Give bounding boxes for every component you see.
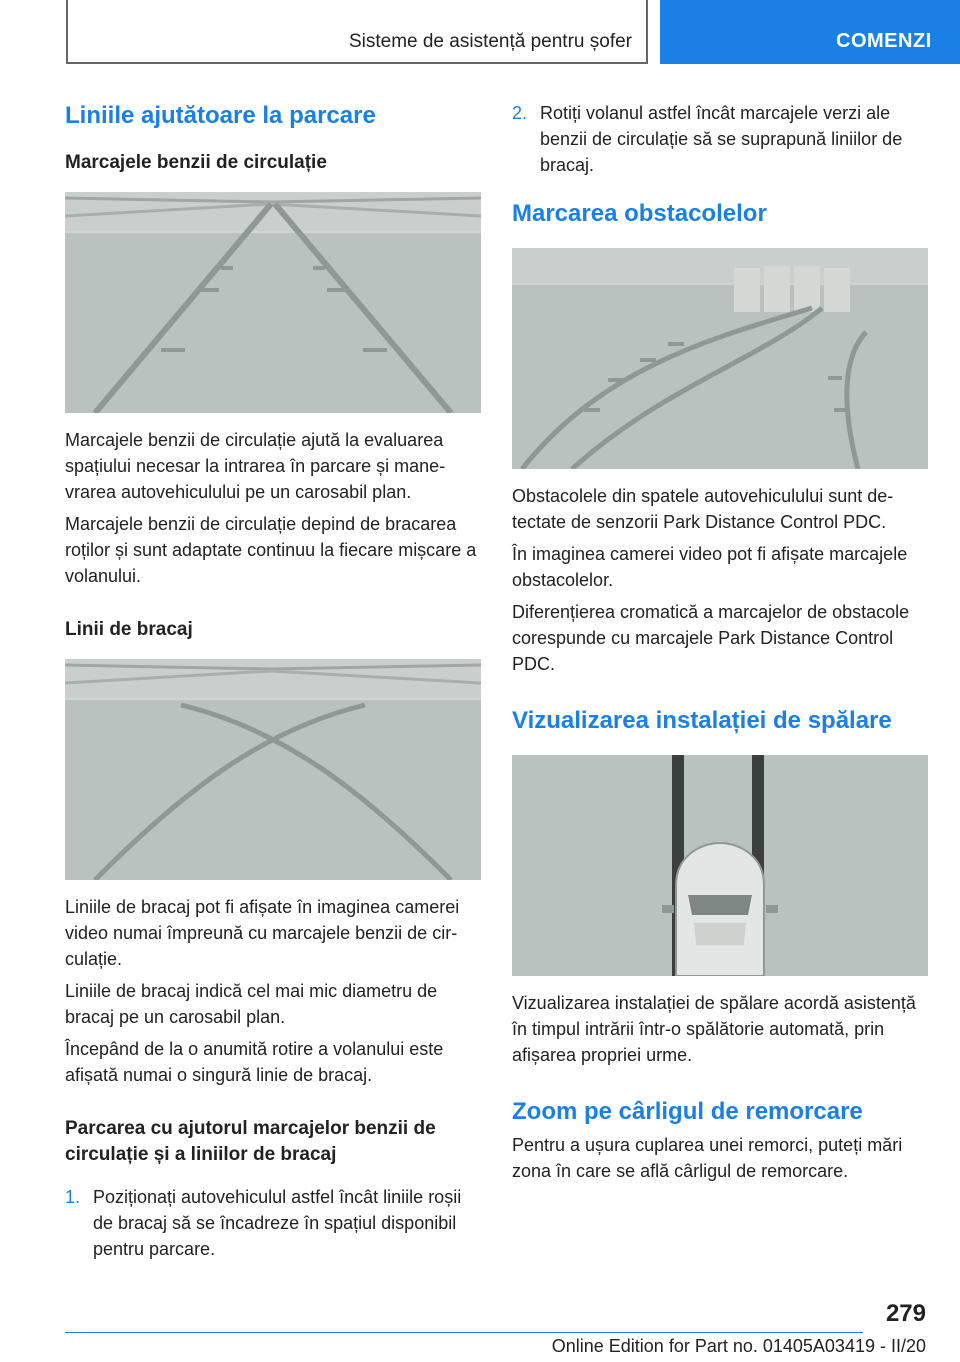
- paragraph-10: Pentru a ușura cuplarea unei remorci, puteți mări zona în care se află cârligul de remorcare.: [512, 1135, 903, 1181]
- paragraph-7: În imaginea camerei video pot fi afișate marcajele obstacolelor.: [512, 544, 908, 590]
- tab-label: COMENZI: [836, 30, 932, 52]
- paragraph-8: Diferențierea cromatică a marcajelor de obstacole corespunde cu marcajele Park Distance Control PDC.: [512, 602, 910, 674]
- footer-divider: [65, 1332, 863, 1333]
- paragraph-2: Marcajele benzii de circulație depind de bracarea roților și sunt adaptate continuu la fiecare mișcare a volanului.: [65, 514, 477, 586]
- paragraph-1: Marcajele benzii de circulație ajută la evaluarea spațiului necesar la intrarea în parcare și manevrarea autovehiculului pe un carosabil plan.: [65, 430, 446, 502]
- paragraph-4: Liniile de bracaj indică cel mai mic diametru de bracaj pe un carosabil plan.: [65, 981, 438, 1027]
- footer-edition: Online Edition for Part no. 01405A03419 - II/20: [551, 1336, 926, 1356]
- page-number: 279: [885, 1300, 926, 1327]
- paragraph-3: Liniile de bracaj pot fi afișate în imaginea camerei video numai împreună cu marcajele benzii de circulație.: [65, 897, 460, 969]
- turning-lines-illustration: [65, 659, 481, 880]
- step-number: 1.: [65, 1187, 81, 1207]
- section-title: Sisteme de asistență pentru șofer: [348, 31, 632, 52]
- tab-comenzi[interactable]: [660, 0, 960, 64]
- lane-markings-illustration: [65, 192, 481, 413]
- header-box: [66, 0, 648, 64]
- step-number: 2.: [512, 103, 528, 123]
- subheading-parking-procedure: Parcarea cu ajutorul marcajelor benzii de circulație și a liniilor de bracaj: [65, 1118, 436, 1165]
- paragraph-5: Începând de la o anumită rotire a volanului este afișată numai o singură linie de bracaj.: [65, 1039, 444, 1085]
- heading-car-wash-view: Vizualizarea instalației de spălare: [512, 707, 892, 734]
- step-text: Rotiți volanul astfel încât marcajele verzi ale benzii de circulație să se suprapună liniilor de bracaj.: [540, 103, 903, 175]
- steps-list-left: [65, 1184, 481, 1262]
- subheading-lane-markings: Marcajele benzii de circulație: [65, 152, 327, 173]
- heading-parking-lines: Liniile ajutătoare la parcare: [65, 102, 376, 129]
- heading-trailer-hitch-zoom: Zoom pe cârligul de remorcare: [512, 1098, 863, 1125]
- paragraph-9: Vizualizarea instalației de spălare acordă asistență în timpul intrării într-o spălătorie automată, prin afișarea propriei urme.: [512, 993, 916, 1065]
- list-item: [65, 1184, 481, 1262]
- list-item: [512, 100, 928, 178]
- paragraph-6: Obstacolele din spatele autovehiculului sunt detectate de senzorii Park Distance Control PDC.: [512, 486, 894, 532]
- left-column: [65, 100, 481, 1268]
- obstacle-marking-illustration: [512, 248, 928, 469]
- step-text: Poziționați autovehiculul astfel încât liniile roșii de bracaj să se încadreze în spațiul disponibil pentru parcare.: [93, 1187, 462, 1259]
- subheading-turning-lines: Linii de bracaj: [65, 619, 193, 640]
- heading-obstacle-marking: Marcarea obstacolelor: [512, 200, 767, 227]
- steps-list-right: [512, 100, 928, 178]
- right-column: [512, 100, 928, 1190]
- car-wash-illustration: [512, 755, 928, 976]
